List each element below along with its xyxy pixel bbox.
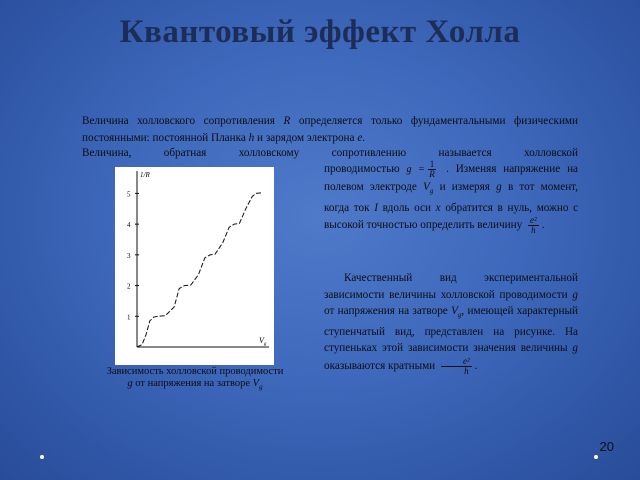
paragraph-hall-resistance: Величина холловского сопротивления R определяется только фундаментальными физическими постоянными: постоянной Планка h и зарядом электрона e. [82, 115, 579, 144]
chart-y-tick-label: 1 [127, 313, 131, 322]
paragraph-conductance-body: проводимостью g = $\frac{1}{R}$ . Изменяя напряжение на полевом электроде $V_g$ и измеряя g в тот момент, когда ток I вдоль оси x обратится в нуль, можно с высокой точностью определить величину $\frac{\text{e²}}{h}$ . [324, 159, 579, 236]
caption-line1: Зависимость холловской проводимости [106, 366, 284, 377]
chart-axes [137, 171, 269, 347]
chart-x-label: $V_g$ [259, 336, 267, 347]
formula-e2-over-h-2: $\frac{\text{e²}}{h}$ [441, 357, 472, 376]
caption-line2: g от напряжения на затворе $V_g$ [127, 378, 263, 392]
decorative-dot-right [594, 455, 598, 459]
formula-e2-over-h: $\frac{\text{e²}}{h}$ [530, 215, 537, 236]
chart-y-tick-label: 2 [127, 282, 131, 291]
chart-y-label: 1/R [140, 171, 150, 179]
paragraph-qualitative: Качественный вид экспериментальной зависимости величины холловской проводимости g от напряжения на затворе $V_g$, имеющей характерный ступенчатый вид, представлен на рисунке. На ступеньках этой зависимости значения величины g оказываются кратными $\frac{\text{e²}}{h}$ . [324, 272, 578, 376]
chart-svg [115, 167, 274, 365]
decorative-dot-left [40, 455, 44, 459]
hall-conductance-chart [115, 167, 274, 365]
chart-series-line [137, 193, 261, 347]
chart-y-tick-label: 3 [127, 251, 131, 260]
page-number: 20 [599, 439, 614, 454]
chart-y-tick-label: 4 [127, 221, 131, 230]
figure-caption [90, 366, 300, 393]
formula-g-equals-1-over-r: g = $\frac{1}{R}$ [406, 159, 435, 179]
chart-y-tick-label: 5 [127, 190, 131, 199]
slide-title: Квантовый эффект Холла [119, 14, 521, 50]
paragraph-conductance-line1: Величина, обратная холловскому сопротивлению называется холловской [82, 147, 578, 159]
chart-x-label-sub: g [263, 342, 267, 347]
